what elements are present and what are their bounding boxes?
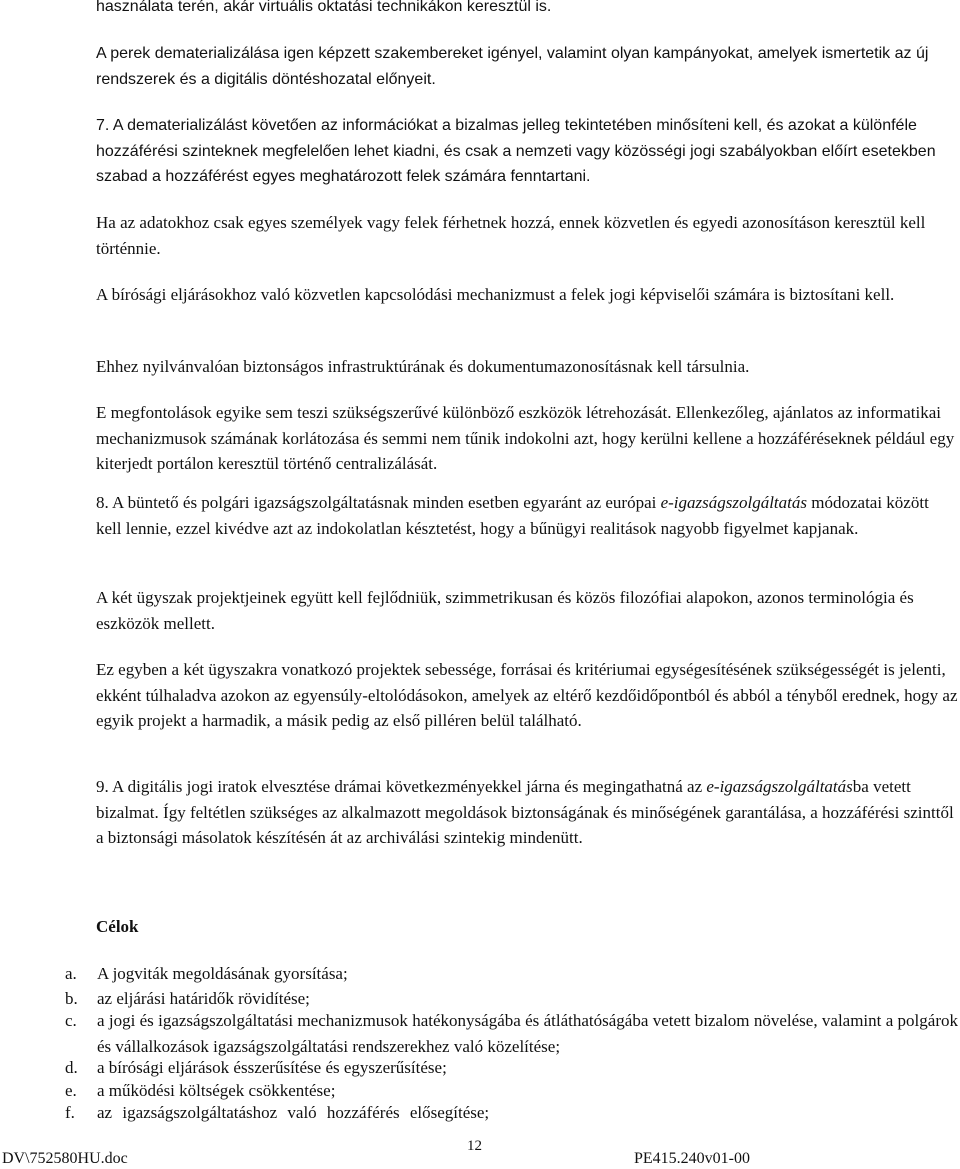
- point-8-text-b: módozatai között kell lennie, ezzel kivédve azt az indokolatlan késztetést, hogy a bűnügyi realitások nagyobb figyelmet kapjanak.: [96, 493, 929, 538]
- footer-page-number: 12: [467, 1138, 482, 1154]
- footer-version: PE415.240v01-00: [634, 1150, 750, 1167]
- paragraph-point-9: [96, 774, 958, 851]
- paragraph-point-7: 7. A dematerializálást követően az információkat a bizalmas jelleg tekintetében minősíteni kell, és azokat a különféle hozzáférési szinteknek megfelelően lehet kiadni, és csak a nemzeti vagy közösségi jogi szabályokban előírt esetekben szabad a hozzáférést egyes meghatározott felek számára fenntartani.: [96, 117, 936, 185]
- point-9-text-a: 9. A digitális jogi iratok elvesztése drámai következményekkel járna és megingathatná az: [96, 777, 707, 796]
- goal-marker: b.: [65, 989, 78, 1008]
- goal-marker: a.: [65, 964, 77, 983]
- point-8-text-a: 8. A büntető és polgári igazságszolgáltatásnak minden esetben egyaránt az európai: [96, 493, 661, 512]
- paragraph-considerations: E megfontolások egyike sem teszi szükségszerűvé különböző eszközök létrehozását. Ellenkezőleg, ajánlatos az informatikai mechanizmusok számának korlátozása és semmi nem tűnik indokolni azt, hogy kerülni kellene a hozzáféréseknek például egy kiterjedt portálon keresztül történő centralizálását.: [96, 403, 955, 473]
- paragraph-infrastructure: Ehhez nyilvánvalóan biztonságos infrastruktúrának és dokumentumazonosításnak kell társulnia.: [96, 357, 750, 376]
- paragraph-projects: A két ügyszak projektjeinek együtt kell fejlődniük, szimmetrikusan és közös filozófiai alapokon, azonos terminológia és eszközök mellett.: [96, 588, 914, 633]
- paragraph-continuation: használata terén, akár virtuális oktatási technikákon keresztül is.: [96, 0, 552, 15]
- paragraph-point-8: [96, 490, 958, 541]
- goal-marker: d.: [65, 1058, 78, 1077]
- goal-text: a működési költségek csökkentése;: [97, 1081, 336, 1100]
- goal-marker: c.: [65, 1011, 77, 1030]
- point-9-term: e-igazságszolgáltatás: [706, 777, 853, 796]
- paragraph-court-procedures: A bírósági eljárásokhoz való közvetlen kapcsolódási mechanizmust a felek jogi képviselői számára is biztosítani kell.: [96, 285, 895, 304]
- point-9-text-b: ba vetett bizalmat. Így feltétlen szükséges az alkalmazott megoldások biztonságának és minőségének garantálása, a hozzáférési szinttől a biztonsági másolatok készítésén át az archiválási szintekig mindenütt.: [96, 777, 954, 847]
- footer-doc-reference: DV\752580HU.doc: [2, 1150, 128, 1167]
- goal-text: a bírósági eljárások ésszerűsítése és egyszerűsítése;: [97, 1058, 447, 1077]
- goal-marker: e.: [65, 1081, 77, 1100]
- paragraph-unification: Ez egyben a két ügyszakra vonatkozó projektek sebessége, forrásai és kritériumai egységesítésének szükségességét is jelenti, ekként túlhaladva azokon az egyensúly-eltolódásokon, amelyek az eltérő kezdőidőpontból és abból a tényből erednek, hogy az egyik projekt a harmadik, a másik pedig az első pilléren belül található.: [96, 660, 958, 730]
- paragraph-data-access: Ha az adatokhoz csak egyes személyek vagy felek férhetnek hozzá, ennek közvetlen és egyedi azonosításon keresztül kell történnie.: [96, 213, 926, 258]
- paragraph-dematerialization: A perek dematerializálása igen képzett szakembereket igényel, valamint olyan kampányokat, amelyek ismertetik az új rendszerek és a digitális döntéshozatal előnyeit.: [96, 45, 929, 88]
- goal-marker: f.: [65, 1103, 75, 1122]
- point-8-term: e-igazságszolgáltatás: [660, 493, 807, 512]
- goal-text: az igazságszolgáltatáshoz való hozzáférés elősegítése;: [97, 1103, 490, 1122]
- goals-heading: Célok: [96, 917, 139, 936]
- goal-text: A jogviták megoldásának gyorsítása;: [97, 964, 348, 983]
- goal-text: az eljárási határidők rövidítése;: [97, 989, 310, 1008]
- goal-text: a jogi és igazságszolgáltatási mechanizmusok hatékonyságába és átláthatóságába vetett bizalom növelése, valamint a polgárok és vállalkozások igazságszolgáltatási rendszerekhez való közelítése;: [97, 1011, 958, 1056]
